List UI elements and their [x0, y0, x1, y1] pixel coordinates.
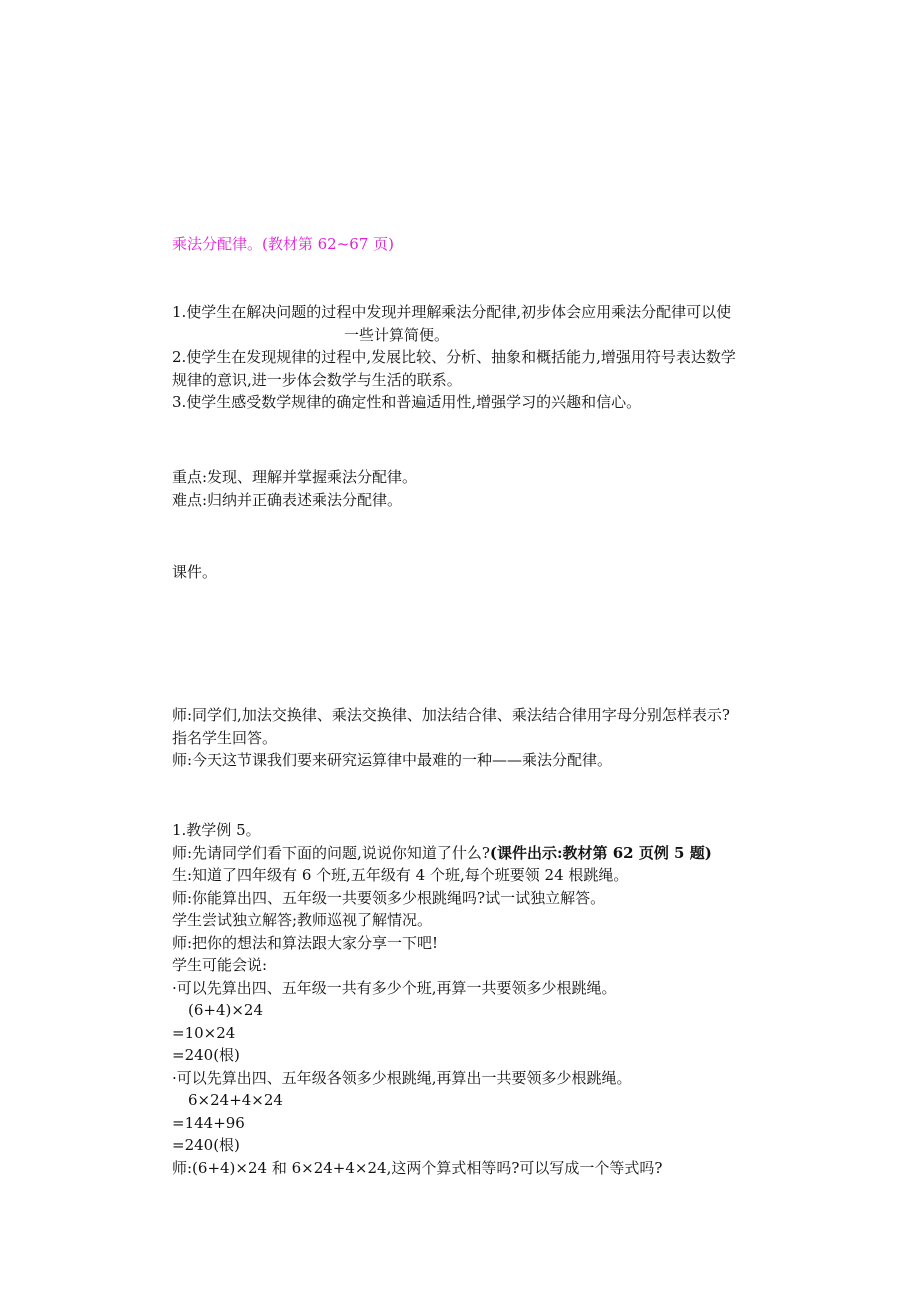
lesson-topic: 乘法分配律。(教材第 62~67 页)	[172, 235, 394, 253]
intro-line: 指名学生回答。	[172, 728, 278, 747]
goal-line-continued	[172, 324, 784, 347]
process-line: 学生尝试独立解答;教师巡视了解情况。	[172, 911, 433, 929]
goal-item	[172, 391, 784, 414]
lesson-intro	[172, 704, 784, 772]
focus-point: 重点:发现、理解并掌握乘法分配律。	[172, 468, 418, 486]
goal-line: 2.使学生在发现规律的过程中,发展比较、分析、抽象和概括能力,增强用符号表达数学	[172, 348, 736, 366]
formula-line: 6×24+4×24	[188, 1091, 283, 1109]
process-text: 师:先请同学们看下面的问题,说说你知道了什么?	[172, 843, 490, 862]
process-line: 学生可能会说:	[172, 956, 268, 974]
goal-line-continued: 规律的意识,进一步体会数学与生活的联系。	[172, 370, 462, 389]
process-line: 师:(6+4)×24 和 6×24+4×24,这两个算式相等吗?可以写成一个等式吗?	[172, 1158, 663, 1177]
goal-line: 3.使学生感受数学规律的确定性和普遍适用性,增强学习的兴趣和信心。	[172, 393, 642, 411]
teaching-goals	[172, 301, 784, 414]
intro-line: 师:同学们,加法交换律、乘法交换律、加法结合律、乘法结合律用字母分别怎样表示?	[172, 706, 730, 724]
process-line: 师:把你的想法和算法跟大家分享一下吧!	[172, 933, 439, 952]
goal-line-text: 一些计算简便。	[344, 325, 450, 344]
goal-item	[172, 346, 784, 391]
process-line: ·可以先算出四、五年级各领多少根跳绳,再算出一共要领多少根跳绳。	[172, 1068, 632, 1087]
lesson-process	[172, 819, 784, 1179]
process-line: 生:知道了四年级有 6 个班,五年级有 4 个班,每个班要领 24 根跳绳。	[172, 866, 629, 884]
formula-line: =240(根)	[172, 1046, 240, 1064]
teaching-prep: 课件。	[172, 563, 218, 581]
formula-line: (6+4)×24	[188, 1001, 264, 1019]
process-line: 师:你能算出四、五年级一共要领多少根跳绳吗?试一试独立解答。	[172, 888, 606, 907]
process-line: ·可以先算出四、五年级一共有多少个班,再算一共要领多少根跳绳。	[172, 978, 617, 997]
formula-line: =10×24	[172, 1023, 236, 1042]
formula-line: =144+96	[172, 1113, 245, 1132]
goal-line: 1.使学生在解决问题的过程中发现并理解乘法分配律,初步体会应用乘法分配律可以使	[172, 303, 732, 321]
intro-line: 师:今天这节课我们要来研究运算律中最难的一种——乘法分配律。	[172, 751, 613, 769]
key-points	[172, 466, 784, 511]
difficulty-point: 难点:归纳并正确表述乘法分配律。	[172, 490, 403, 509]
process-line	[172, 842, 784, 865]
goal-item	[172, 301, 784, 346]
process-line: 1.教学例 5。	[172, 821, 261, 839]
formula-line: =240(根)	[172, 1136, 240, 1154]
courseware-note: (课件出示:教材第 62 页例 5 题)	[489, 843, 712, 862]
